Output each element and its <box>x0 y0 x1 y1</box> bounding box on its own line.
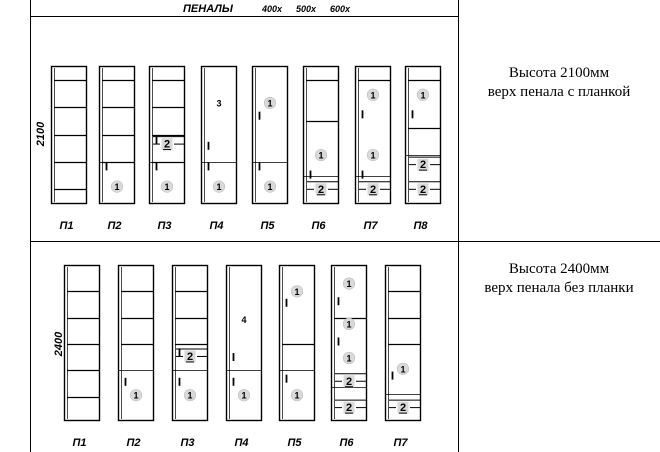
cabinet-label: П7 <box>363 220 378 232</box>
cabinet-body <box>386 266 421 421</box>
cabinet-label: П6 <box>339 437 354 449</box>
module-count: 2 <box>317 183 325 196</box>
cabinet-2-7 <box>386 266 421 450</box>
module-count: 1 <box>346 353 352 364</box>
module-count: 2 <box>345 402 353 415</box>
cabinet-label: П2 <box>107 220 122 232</box>
row1-cabinets <box>52 67 441 233</box>
cabinet-2-2 <box>119 266 154 450</box>
module-count: 2 <box>399 402 407 415</box>
module-count: 1 <box>164 182 170 193</box>
module-count: 1 <box>346 319 352 330</box>
cabinet-1-3 <box>150 67 185 233</box>
cabinet-2-1 <box>65 266 100 450</box>
module-count: 1 <box>370 90 376 101</box>
cabinet-label: П1 <box>59 220 74 232</box>
module-count: 1 <box>346 279 352 290</box>
module-count: 1 <box>114 182 120 193</box>
module-count: 1 <box>400 364 406 375</box>
cabinet-1-7 <box>356 67 391 233</box>
header-width-500: 500x <box>296 4 317 14</box>
cabinet-label: П1 <box>72 437 87 449</box>
row2-cabinets <box>65 266 421 450</box>
module-count: 1 <box>294 390 300 401</box>
module-count: 1 <box>267 182 273 193</box>
header-title: ПЕНАЛЫ <box>183 3 233 15</box>
cabinet-1-5 <box>253 67 288 233</box>
cabinet-1-1 <box>52 67 87 233</box>
cabinet-label: П3 <box>157 220 172 232</box>
module-count: 4 <box>241 314 247 325</box>
cabinet-label: П7 <box>393 437 408 449</box>
module-count: 1 <box>420 90 426 101</box>
row1-height-label: 2100 <box>35 121 47 147</box>
module-count: 2 <box>163 138 171 151</box>
cabinet-2-6 <box>332 266 367 450</box>
module-count: 1 <box>318 150 324 161</box>
header-width-400: 400x <box>262 4 283 14</box>
module-count: 1 <box>133 390 139 401</box>
header-width-600: 600x <box>330 4 351 14</box>
cabinet-1-6 <box>304 67 339 233</box>
note-2400-line1: Высота 2400мм <box>508 261 610 277</box>
note-height-2400 <box>458 260 660 298</box>
module-count: 1 <box>370 150 376 161</box>
cabinet-label: П6 <box>311 220 326 232</box>
cabinet-2-3 <box>173 266 208 450</box>
module-count: 2 <box>186 350 194 363</box>
module-count: 1 <box>294 286 300 297</box>
cabinet-1-8 <box>406 67 441 233</box>
cabinet-label: П5 <box>287 437 302 449</box>
cabinet-1-4 <box>202 67 237 233</box>
cabinet-label: П8 <box>413 220 428 232</box>
module-count: 2 <box>419 159 427 172</box>
cabinet-label: П2 <box>126 437 141 449</box>
module-count: 2 <box>369 183 377 196</box>
note-2400-line2: верх пенала без планки <box>484 280 634 296</box>
note-2100-line1: Высота 2100мм <box>508 65 610 81</box>
cabinet-label: П3 <box>180 437 195 449</box>
cabinet-2-4 <box>227 266 262 450</box>
module-count: 3 <box>216 98 222 109</box>
cabinet-2-5 <box>280 266 315 450</box>
cabinet-label: П5 <box>260 220 275 232</box>
note-height-2100 <box>458 64 660 102</box>
row2-height-label: 2400 <box>53 331 65 357</box>
module-count: 2 <box>345 375 353 388</box>
cabinet-label: П4 <box>209 220 224 232</box>
cabinet-label: П4 <box>234 437 249 449</box>
cabinet-1-2 <box>100 67 135 233</box>
note-2100-line2: верх пенала с планкой <box>487 84 631 100</box>
module-count: 1 <box>187 390 193 401</box>
module-count: 1 <box>267 98 273 109</box>
module-count: 1 <box>216 182 222 193</box>
module-count: 1 <box>241 390 247 401</box>
module-count: 2 <box>419 183 427 196</box>
